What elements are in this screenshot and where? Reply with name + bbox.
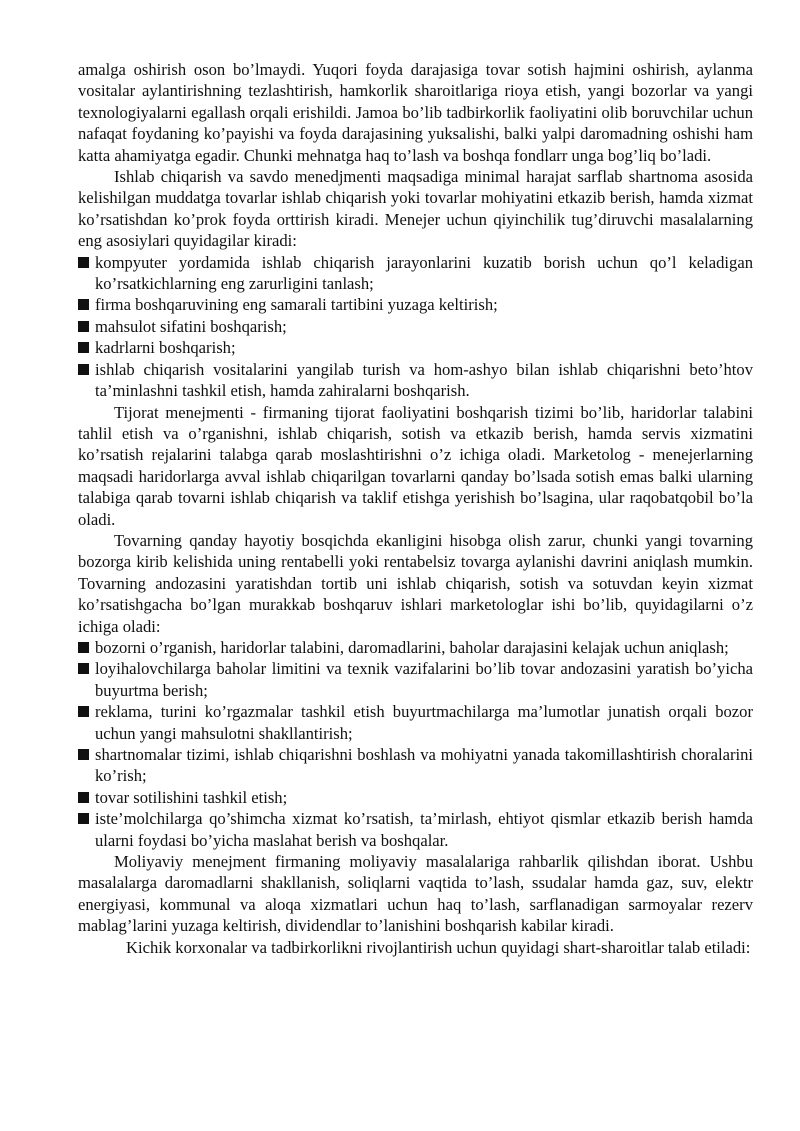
list-item: kompyuter yordamida ishlab chiqarish jarayonlarini kuzatib borish uchun qo’l keladigan ko’rsatkichlarning eng zarurligini tanlash; bbox=[78, 252, 753, 295]
square-bullet-icon bbox=[78, 813, 89, 824]
paragraph-2: Ishlab chiqarish va savdo menedjmenti maqsadiga minimal harajat sarflab shartnoma asosida kelishilgan muddatga tovarlar ishlab chiqarish yoki tovarlar mohiyatini etkazib berish, hamda xizmat ko’rsatishdan ko’prok foyda orttirish kiradi. Menejer uchun qiyinchilik tug’diruvchi masalalarning eng asosiylari quyidagilar kiradi: bbox=[78, 167, 753, 251]
list-item: ishlab chiqarish vositalarini yangilab turish va hom-ashyo bilan ishlab chiqarishni beto’htov ta’minlashni tashkil etish, hamda zahiralarni boshqarish. bbox=[78, 359, 753, 402]
list-item: mahsulot sifatini boshqarish; bbox=[78, 316, 753, 337]
square-bullet-icon bbox=[78, 342, 89, 353]
list-item: shartnomalar tizimi, ishlab chiqarishni boshlash va mohiyatni yanada takomillashtirish choralarini ko’rish; bbox=[78, 744, 753, 787]
paragraph-4: Tovarning qanday hayotiy bosqichda ekanligini hisobga olish zarur, chunki yangi tovarning bozorga kirib kelishida uning rentabelli yoki rentabelsiz tovarga aylanishi davrini aniqlash mumkin. Tovarning andozasini yaratishdan tortib uni ishlab chiqarish, sotish va sotuvdan keyin xizmat ko’rsatishgacha bo’lgan murakkab boshqaruv ishlari marketologlar ishi bo’lib, quyidagilarni o’z ichiga oladi: bbox=[78, 530, 753, 636]
list-item: iste’molchilarga qo’shimcha xizmat ko’rsatish, ta’mirlash, ehtiyot qismlar etkazib berish hamda ularni foydasi bo’yicha maslahat berish va boshqalar. bbox=[78, 808, 753, 851]
bullet-list-1 bbox=[78, 252, 753, 402]
square-bullet-icon bbox=[78, 749, 89, 760]
square-bullet-icon bbox=[78, 299, 89, 310]
square-bullet-icon bbox=[78, 663, 89, 674]
paragraph-5: Moliyaviy menejment firmaning moliyaviy masalalariga rahbarlik qilishdan iborat. Ushbu masalalarga daromadlarni shakllanish, soliqlarni vaqtida to’lash, ssudalar hamda gaz, suv, elektr energiyasi, kommunal va aloqa xizmatlari uchun haq to’lash, sarflanadigan sarmoyalar rezerv mablag’larini yuzaga keltirish, dividendlar to’lanishini boshqarish kabilar kiradi. bbox=[78, 852, 753, 936]
list-item: reklama, turini ko’rgazmalar tashkil etish buyurtmachilarga ma’lumotlar junatish orqali bozor uchun yangi mahsulotni shakllantirish; bbox=[78, 701, 753, 744]
list-item: tovar sotilishini tashkil etish; bbox=[78, 787, 753, 808]
square-bullet-icon bbox=[78, 364, 89, 375]
paragraph-3: Tijorat menejmenti - firmaning tijorat faoliyatini boshqarish tizimi bo’lib, haridorlar talabini tahlil etish va o’rganishni, ishlab chiqarish, sotish va etkazib berish, hamda servis xizmatini ko’rsatish rejalarini talabga qarab moslashtirishni o’z ichiga oladi. Marketolog - menejerlarning maqsadi haridorlarga avval ishlab chiqarilgan tovarlarni qanday bo’lsada sotish emas balki ularning talabiga qarab tovarni ishlab chiqarish va taklif etishga yerishish bo’lsagina, ular raqobatqobil bo’la oladi. bbox=[78, 402, 753, 529]
square-bullet-icon bbox=[78, 706, 89, 717]
list-item: loyihalovchilarga baholar limitini va texnik vazifalarini bo’lib tovar andozasini yaratish bo’yicha buyurtma berish; bbox=[78, 658, 753, 701]
square-bullet-icon bbox=[78, 642, 89, 653]
list-item: kadrlarni boshqarish; bbox=[78, 337, 753, 358]
list-item: bozorni o’rganish, haridorlar talabini, daromadlarini, baholar darajasini kelajak uchun aniqlash; bbox=[78, 637, 753, 658]
square-bullet-icon bbox=[78, 792, 89, 803]
paragraph-6: Kichik korxonalar va tadbirkorlikni rivojlantirish uchun quyidagi shart-sharoitlar talab etiladi: bbox=[126, 937, 751, 957]
bullet-list-2 bbox=[78, 637, 753, 851]
square-bullet-icon bbox=[78, 257, 89, 268]
square-bullet-icon bbox=[78, 321, 89, 332]
list-item: firma boshqaruvining eng samarali tartibini yuzaga keltirish; bbox=[78, 294, 753, 315]
paragraph-1: amalga oshirish oson bo’lmaydi. Yuqori foyda darajasiga tovar sotish hajmini oshirish, aylanma vositalar aylantirishning tezlashtirish, hamkorlik sharoitlariga rioya etish, yangi bozorlar va yangi texnologiyalarni egallash orqali erishildi. Jamoa bo’lib tadbirkorlik faoliyatini olib boruvchilar uchun nafaqat foydaning ko’payishi va foyda darajasining yuksalishi, balki yalpi daromadning oshishi ham katta ahamiyatga egadir. Chunki mehnatga haq to’lash va boshqa fondlarr unga bog’liq bo’ladi. bbox=[78, 60, 753, 165]
